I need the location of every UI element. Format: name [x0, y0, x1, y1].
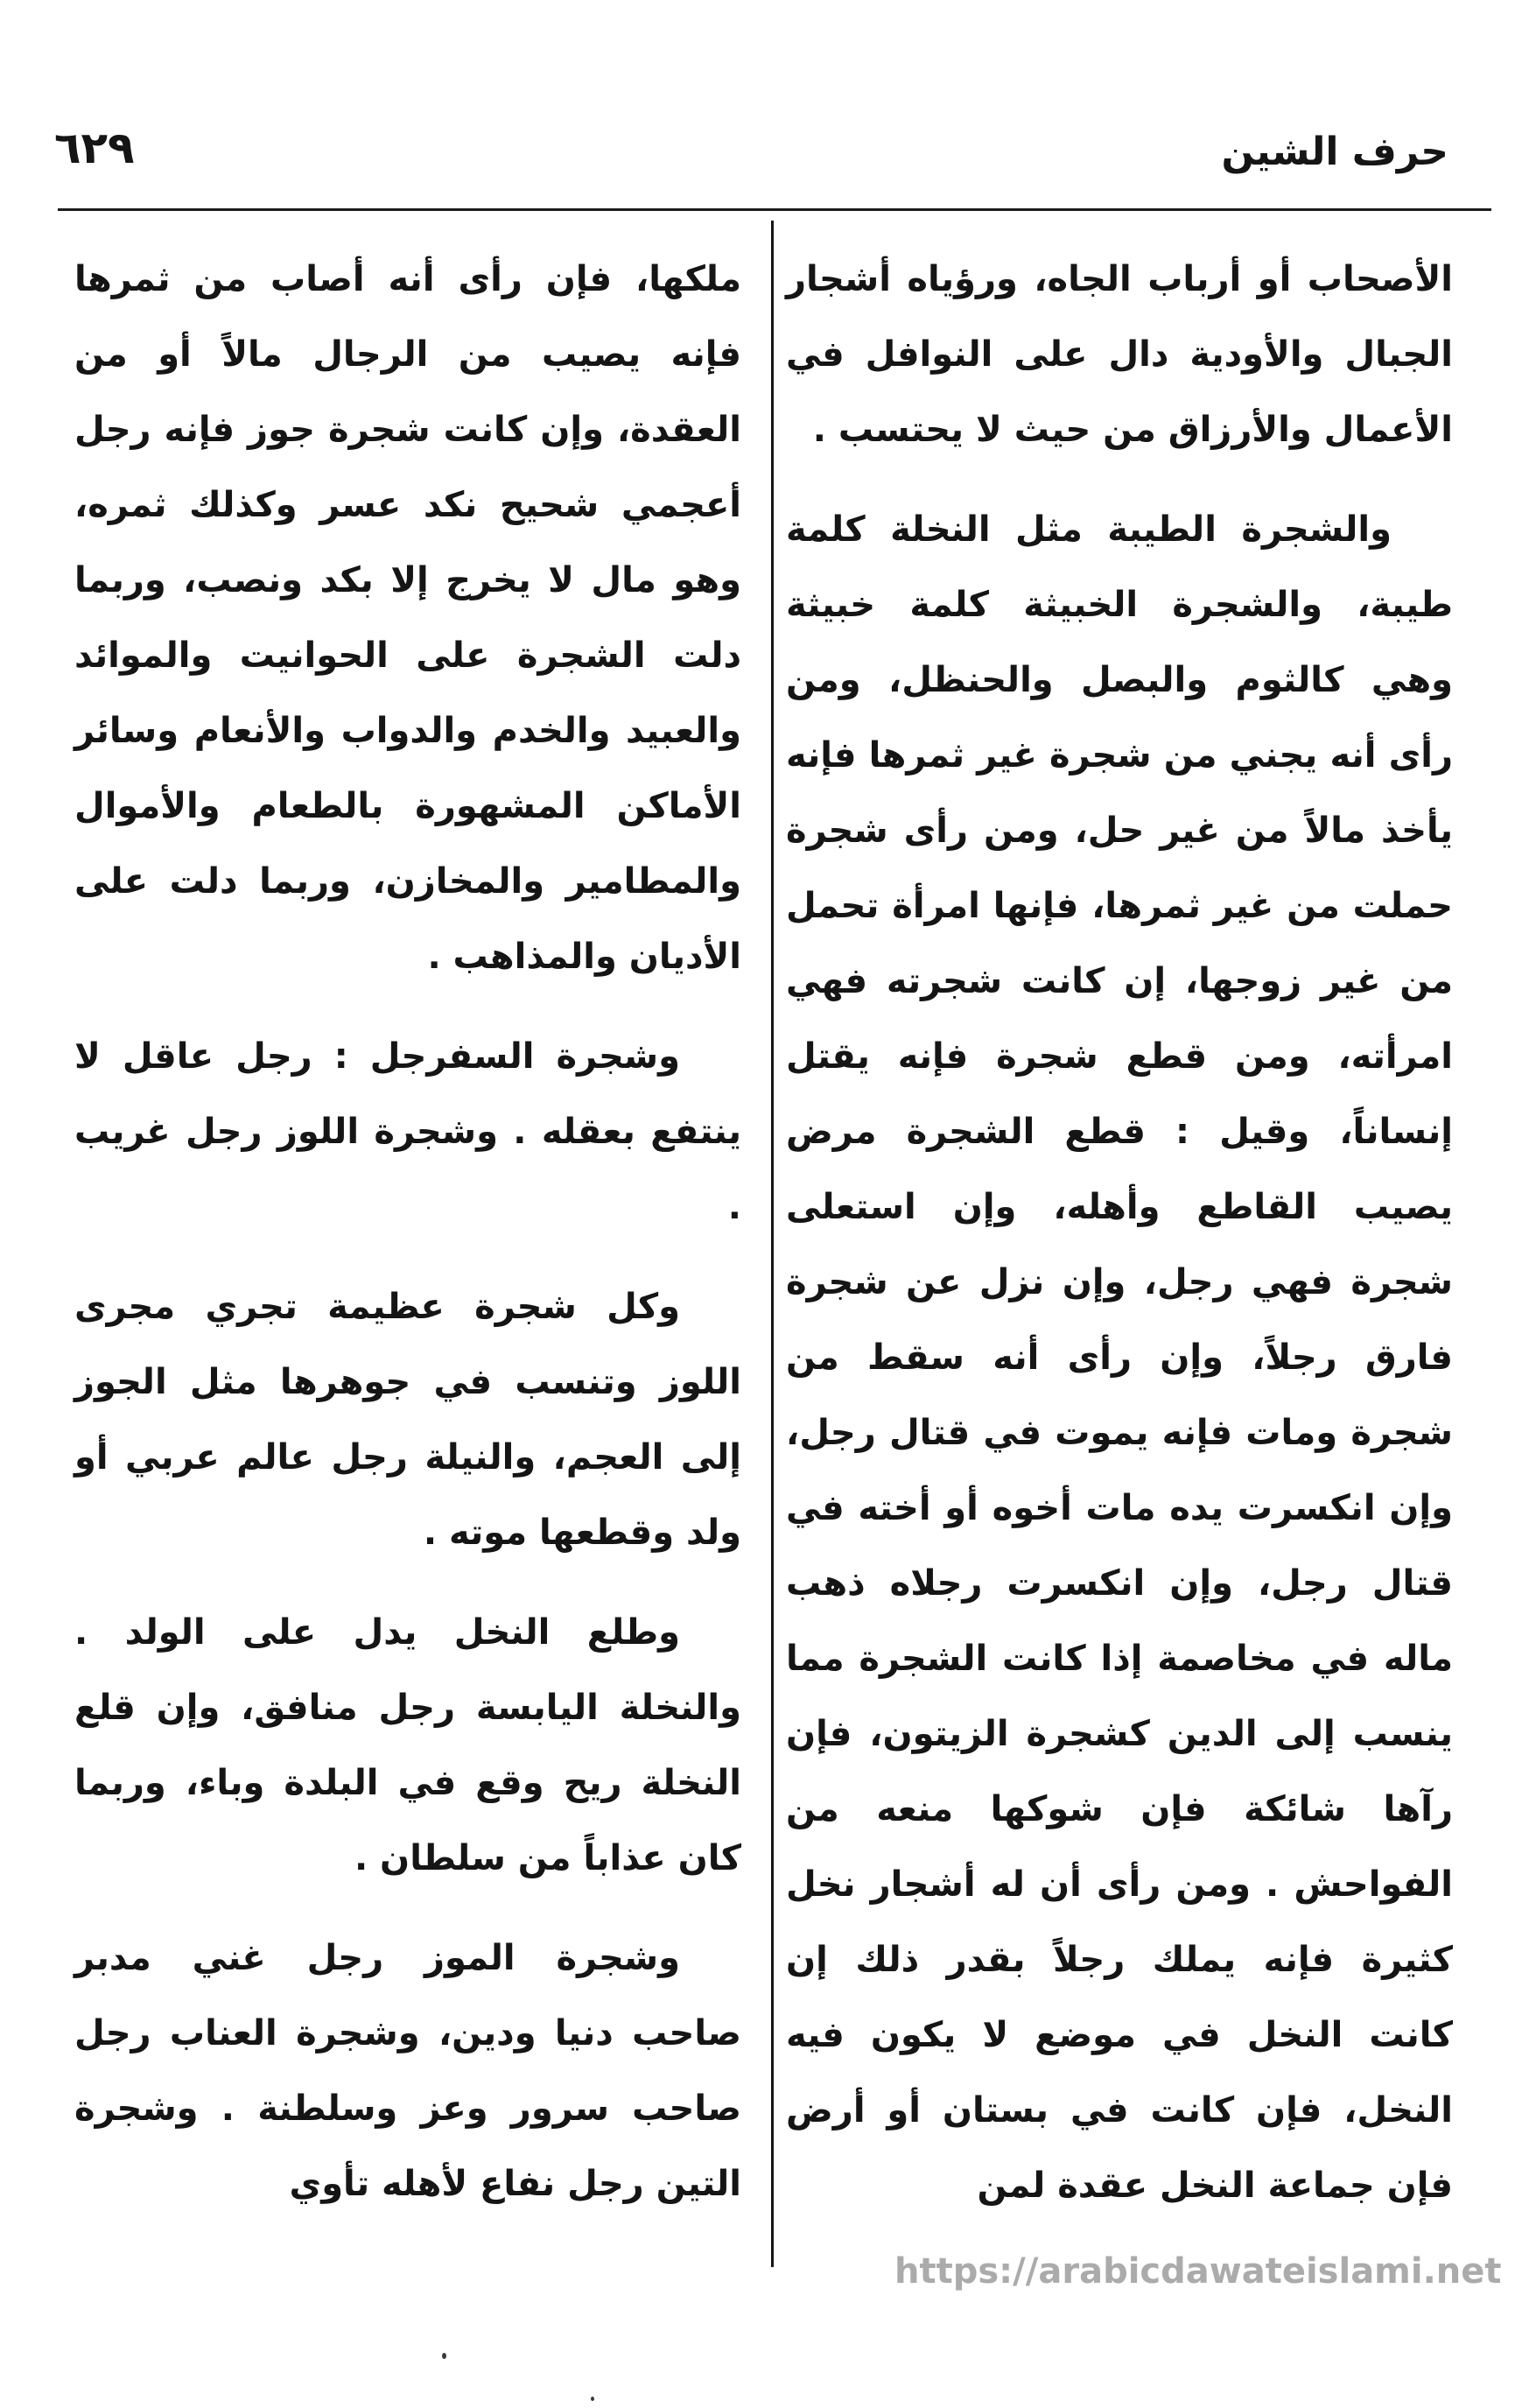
paragraph: وشجرة السفرجل : رجل عاقل لا ينتفع بعقله . وشجرة اللوز رجل غريب . — [74, 1036, 741, 1227]
paragraph: ملكها، فإن رأى أنه أصاب من ثمرها فإنه يصيب من الرجال مالاً أو من العقدة، وإن كانت شجرة جوز فإنه رجل أعجمي شحيح نكد عسر وكذلك ثمره، وهو مال لا يخرج إلا بكد ونصب، وربما دلت الشجرة على الحوانيت والموائد والعبيد والخدم والدواب والأنعام وسائر الأماكن المشهورة بالطعام والأموال والمطامير والمخازن، وربما دلت على الأديان والمذاهب . — [74, 259, 741, 977]
paragraph: الأصحاب أو أرباب الجاه، ورؤياه أشجار الجبال والأودية دال على النوافل في الأعمال والأرزاق من حيث لا يحتسب . — [786, 259, 1453, 450]
left-column — [74, 242, 741, 2246]
paragraph: والشجرة الطيبة مثل النخلة كلمة طيبة، والشجرة الخبيثة كلمة خبيثة وهي كالثوم والبصل والحنظل، ومن رأى أنه يجني من شجرة غير ثمرها فإنه يأخذ مالاً من غير حل، ومن رأى شجرة حملت من غير ثمرها، فإنها امرأة تحمل من غير زوجها، إن كانت شجرته فهي امرأته، ومن قطع شجرة فإنه يقتل إنساناً، وقيل : قطع الشجرة مرض يصيب القاطع وأهله، وإن استعلى شجرة فهي رجل، وإن نزل عن شجرة فارق رجلاً، وإن رأى أنه سقط من شجرة ومات فإنه يموت في قتال رجل، وإن انكسرت يده مات أخوه أو أخته في قتال رجل، وإن انكسرت رجلاه ذهب ماله في مخاصمة إذا كانت الشجرة مما ينسب إلى الدين كشجرة الزيتون، فإن رآها شائكة فإن شوكها منعه من الفواحش . ومن رأى أن له أشجار نخل كثيرة فإنه يملك رجلاً بقدر ذلك إن كانت النخل في موضع لا يكون فيه النخل، فإن كانت في بستان أو أرض فإن جماعة النخل عقدة لمن — [786, 509, 1453, 2206]
page-number: ٦٢٩ — [54, 123, 135, 173]
paragraph: وكل شجرة عظيمة تجري مجرى اللوز وتنسب في جوهرها مثل الجوز إلى العجم، والنيلة رجل عالم عربي أو ولد وقطعها موته . — [74, 1287, 741, 1553]
right-column — [786, 242, 1453, 2248]
watermark-url: https://arabicdawateislami.net — [894, 2251, 1502, 2292]
scan-speck — [591, 2397, 594, 2401]
column-divider — [771, 221, 774, 2267]
header-rule — [58, 208, 1491, 211]
paragraph: وشجرة الموز رجل غني مدبر صاحب دنيا ودين، وشجرة العناب رجل صاحب سرور وعز وسلطنة . وشجرة التين رجل نفاع لأهله تأوي — [74, 1938, 741, 2204]
scan-speck — [442, 2353, 446, 2359]
paragraph: وطلع النخل يدل على الولد . والنخلة اليابسة رجل منافق، وإن قلع النخلة ريح وقع في البلدة وباء، وربما كان عذاباً من سلطان . — [74, 1612, 741, 1878]
section-title: حرف الشين — [1221, 130, 1448, 174]
